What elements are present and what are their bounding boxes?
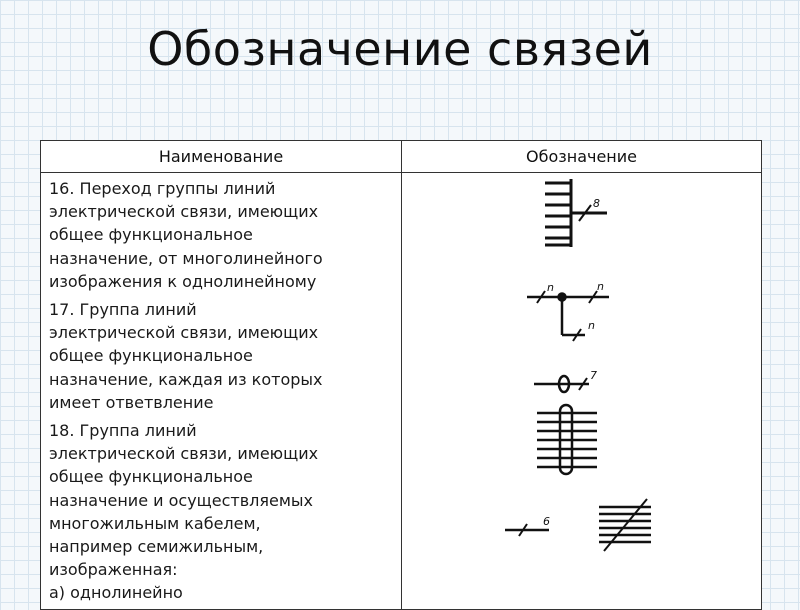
branch-label-right: n bbox=[597, 280, 604, 293]
line-count-symbol bbox=[505, 515, 550, 536]
header-designation: Обозначение bbox=[525, 147, 638, 166]
header-name: Наименование bbox=[158, 147, 284, 166]
symbols-layer bbox=[41, 141, 762, 610]
branch-label-left: n bbox=[547, 281, 554, 294]
item-18-text: 18. Группа линий электрической связи, имеющих общее функциональное назначение и осуществляемых многожильным кабелем, например семижильным, изображенная: а) однолинейно bbox=[49, 421, 319, 603]
branch-label-down: n bbox=[588, 319, 595, 332]
item-17-text: 17. Группа линий электрической связи, имеющих общее функциональное назначение, каждая из которых имеет ответвление bbox=[49, 300, 323, 412]
designation-table bbox=[40, 140, 762, 610]
transition-symbol bbox=[545, 179, 607, 247]
cable-multi-symbol bbox=[537, 405, 597, 474]
cable-label: 7 bbox=[590, 369, 597, 382]
item-16-text: 16. Переход группы линий электрической связи, имеющих общее функциональное назначение, от многолинейного изображения к однолинейному bbox=[49, 179, 323, 291]
multi-line-diagonal-symbol bbox=[599, 499, 651, 551]
line-count-label: 6 bbox=[543, 515, 550, 528]
cable-single-symbol bbox=[534, 369, 597, 392]
page-title: Обозначение связей bbox=[147, 22, 653, 76]
transition-label: 8 bbox=[593, 197, 600, 210]
branch-symbol bbox=[527, 280, 609, 341]
